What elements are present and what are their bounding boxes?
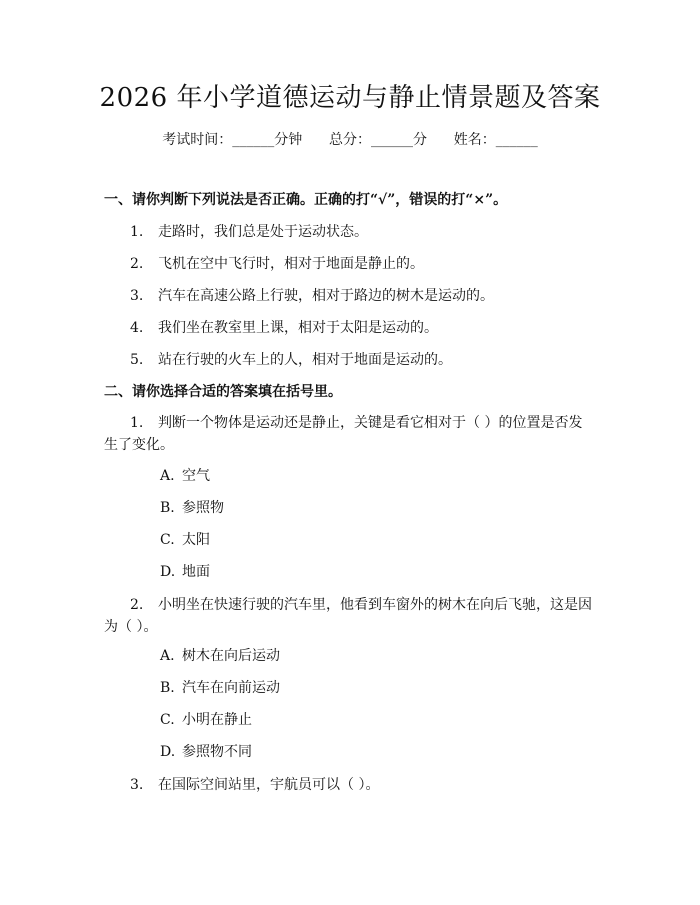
question-text: 小明坐在快速行驶的汽车里，他看到车窗外的树木在向后飞驰，这是因为（ ）。 — [104, 597, 592, 635]
item-number: 3. — [130, 288, 144, 304]
option-item — [160, 678, 280, 698]
exam-time-label: 考试时间： — [162, 132, 233, 148]
total-score-label: 总分： — [329, 132, 371, 148]
option-letter: A. — [160, 648, 175, 664]
total-score-blank: ______ — [371, 132, 413, 148]
item-number: 1. — [130, 224, 144, 240]
section-heading-true-false: 一、请你判断下列说法是否正确。正确的打“√”，错误的打“×”。 — [104, 192, 508, 208]
section-heading-multiple-choice: 二、请你选择合适的答案填在括号里。 — [104, 384, 342, 400]
option-text: 参照物不同 — [182, 744, 252, 760]
option-letter: B. — [160, 680, 175, 696]
question-2 — [104, 594, 596, 638]
option-item — [160, 562, 210, 582]
option-text: 空气 — [182, 468, 210, 484]
option-letter: A. — [160, 468, 175, 484]
list-item — [130, 222, 368, 242]
option-letter: C. — [160, 712, 175, 728]
exam-meta-line — [0, 130, 700, 150]
student-name-label: 姓名： — [453, 132, 496, 148]
option-item — [160, 530, 210, 550]
option-item — [160, 710, 252, 730]
item-text: 我们坐在教室里上课，相对于太阳是运动的。 — [158, 320, 438, 336]
item-text: 站在行驶的火车上的人，相对于地面是运动的。 — [158, 352, 452, 368]
list-item — [130, 286, 494, 306]
exam-time-blank: ______ — [232, 132, 275, 148]
question-number: 1. — [130, 415, 144, 431]
option-item — [160, 498, 224, 518]
item-number: 4. — [130, 320, 144, 336]
item-text: 飞机在空中飞行时，相对于地面是静止的。 — [158, 256, 424, 272]
option-text: 参照物 — [182, 500, 224, 516]
option-text: 小明在静止 — [182, 712, 252, 728]
question-1 — [104, 412, 596, 456]
option-text: 地面 — [182, 564, 210, 580]
option-letter: C. — [160, 532, 175, 548]
question-text: 在国际空间站里，宇航员可以（ ）。 — [158, 777, 380, 793]
option-item — [160, 466, 210, 486]
option-item — [160, 646, 280, 666]
question-3 — [104, 774, 596, 796]
student-name-blank: ______ — [495, 132, 538, 148]
list-item — [130, 350, 452, 370]
question-number: 2. — [130, 597, 144, 613]
item-number: 2. — [130, 256, 144, 272]
option-text: 汽车在向前运动 — [182, 680, 280, 696]
page-title: 2026 年小学道德运动与静止情景题及答案 — [99, 83, 601, 113]
option-item — [160, 742, 252, 762]
option-letter: B. — [160, 500, 175, 516]
question-number: 3. — [130, 777, 144, 793]
option-letter: D. — [160, 564, 176, 580]
item-text: 汽车在高速公路上行驶，相对于路边的树木是运动的。 — [158, 288, 494, 304]
option-text: 树木在向后运动 — [182, 648, 280, 664]
question-text: 判断一个物体是运动还是静止，关键是看它相对于（ ）的位置是否发生了变化。 — [104, 415, 583, 453]
item-text: 走路时，我们总是处于运动状态。 — [158, 224, 368, 240]
option-letter: D. — [160, 744, 176, 760]
total-score-unit: 分 — [413, 132, 427, 148]
list-item — [130, 318, 438, 338]
list-item — [130, 254, 424, 274]
exam-time-unit: 分钟 — [274, 132, 303, 148]
item-number: 5. — [130, 352, 144, 368]
option-text: 太阳 — [182, 532, 210, 548]
